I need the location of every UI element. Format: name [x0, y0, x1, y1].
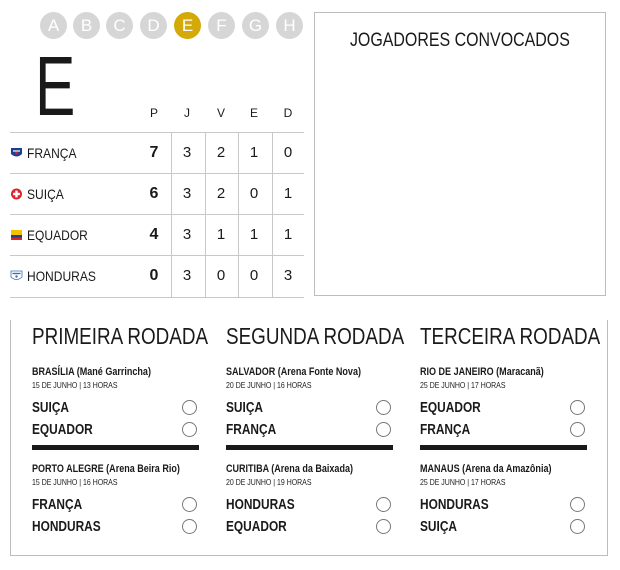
team-losses: 0 [283, 144, 293, 161]
match-venue: MANAUS (Arena da Amazônia) [420, 463, 552, 475]
match-date: 20 DE JUNHO | 19 HORAS [226, 477, 312, 487]
match-away-team: EQUADOR [226, 519, 287, 535]
honduras-flag-icon [10, 270, 23, 282]
round-title: PRIMEIRA RODADA [32, 323, 209, 349]
team-wins: 2 [216, 144, 226, 161]
tab-group-a[interactable]: A [40, 12, 67, 39]
team-losses: 1 [283, 185, 293, 202]
match-away-team: FRANÇA [420, 422, 471, 438]
team-wins: 2 [216, 185, 226, 202]
away-win-radio[interactable] [570, 422, 585, 437]
match-venue: CURITIBA (Arena da Baixada) [226, 463, 353, 475]
match-home-team: EQUADOR [420, 400, 481, 416]
swiss-flag-icon [10, 188, 23, 200]
table-row [10, 214, 304, 256]
team-name: FRANÇA [27, 145, 77, 161]
match-home-team: SUIÇA [32, 400, 70, 416]
team-points: 6 [149, 185, 159, 202]
match-away-team: EQUADOR [32, 422, 93, 438]
team-draws: 1 [249, 144, 259, 161]
home-win-radio[interactable] [376, 497, 391, 512]
team-name: HONDURAS [27, 268, 96, 284]
team-wins: 0 [216, 267, 226, 284]
team-points: 4 [149, 226, 159, 243]
team-draws: 1 [249, 226, 259, 243]
header-wins: V [216, 106, 225, 120]
header-points: P [149, 106, 158, 120]
away-win-radio[interactable] [570, 519, 585, 534]
match-venue: PORTO ALEGRE (Arena Beira Rio) [32, 463, 180, 475]
team-points: 7 [149, 144, 159, 161]
tab-group-f[interactable]: F [208, 12, 235, 39]
home-win-radio[interactable] [376, 400, 391, 415]
ecuador-flag-icon [10, 229, 23, 241]
convocados-panel [314, 12, 606, 296]
away-win-radio[interactable] [182, 519, 197, 534]
team-losses: 1 [283, 226, 293, 243]
tab-group-e[interactable]: E [174, 12, 201, 39]
away-win-radio[interactable] [182, 422, 197, 437]
match-home-team: SUIÇA [226, 400, 264, 416]
match-date: 20 DE JUNHO | 16 HORAS [226, 380, 312, 390]
team-games: 3 [182, 144, 192, 161]
match-date: 25 DE JUNHO | 17 HORAS [420, 380, 506, 390]
tab-group-d[interactable]: D [140, 12, 167, 39]
team-draws: 0 [249, 185, 259, 202]
table-row [10, 132, 304, 174]
match-venue: BRASÍLIA (Mané Garrincha) [32, 366, 151, 378]
match-venue: SALVADOR (Arena Fonte Nova) [226, 366, 361, 378]
tab-group-g[interactable]: G [242, 12, 269, 39]
team-points: 0 [149, 267, 159, 284]
match-away-team: FRANÇA [226, 422, 277, 438]
away-win-radio[interactable] [376, 422, 391, 437]
away-win-radio[interactable] [376, 519, 391, 534]
team-draws: 0 [249, 267, 259, 284]
match-date: 15 DE JUNHO | 13 HORAS [32, 380, 118, 390]
team-games: 3 [182, 226, 192, 243]
match-date: 25 DE JUNHO | 17 HORAS [420, 477, 506, 487]
tab-group-h[interactable]: H [276, 12, 303, 39]
team-name: EQUADOR [27, 227, 88, 243]
round-title: SEGUNDA RODADA [226, 323, 405, 349]
match-home-team: HONDURAS [420, 497, 489, 513]
group-title: E [35, 39, 76, 133]
team-losses: 3 [283, 267, 293, 284]
header-draws: E [249, 106, 258, 120]
header-losses: D [283, 106, 293, 120]
team-name: SUIÇA [27, 186, 64, 202]
table-row [10, 255, 304, 298]
tab-group-c[interactable]: C [106, 12, 133, 39]
header-games: J [184, 106, 190, 120]
home-win-radio[interactable] [182, 497, 197, 512]
team-games: 3 [182, 185, 192, 202]
match-home-team: FRANÇA [32, 497, 83, 513]
match-divider [226, 445, 393, 450]
match-divider [420, 445, 587, 450]
match-divider [32, 445, 199, 450]
table-row [10, 173, 304, 215]
convocados-title: JOGADORES CONVOCADOS [350, 30, 570, 51]
match-date: 15 DE JUNHO | 16 HORAS [32, 477, 118, 487]
match-away-team: HONDURAS [32, 519, 101, 535]
home-win-radio[interactable] [570, 400, 585, 415]
rounds-panel [10, 320, 608, 556]
match-home-team: HONDURAS [226, 497, 295, 513]
team-wins: 1 [216, 226, 226, 243]
home-win-radio[interactable] [570, 497, 585, 512]
france-flag-icon [10, 147, 23, 159]
tab-group-b[interactable]: B [73, 12, 100, 39]
home-win-radio[interactable] [182, 400, 197, 415]
match-venue: RIO DE JANEIRO (Maracanã) [420, 366, 544, 378]
match-away-team: SUIÇA [420, 519, 458, 535]
team-games: 3 [182, 267, 192, 284]
round-title: TERCEIRA RODADA [420, 323, 601, 349]
